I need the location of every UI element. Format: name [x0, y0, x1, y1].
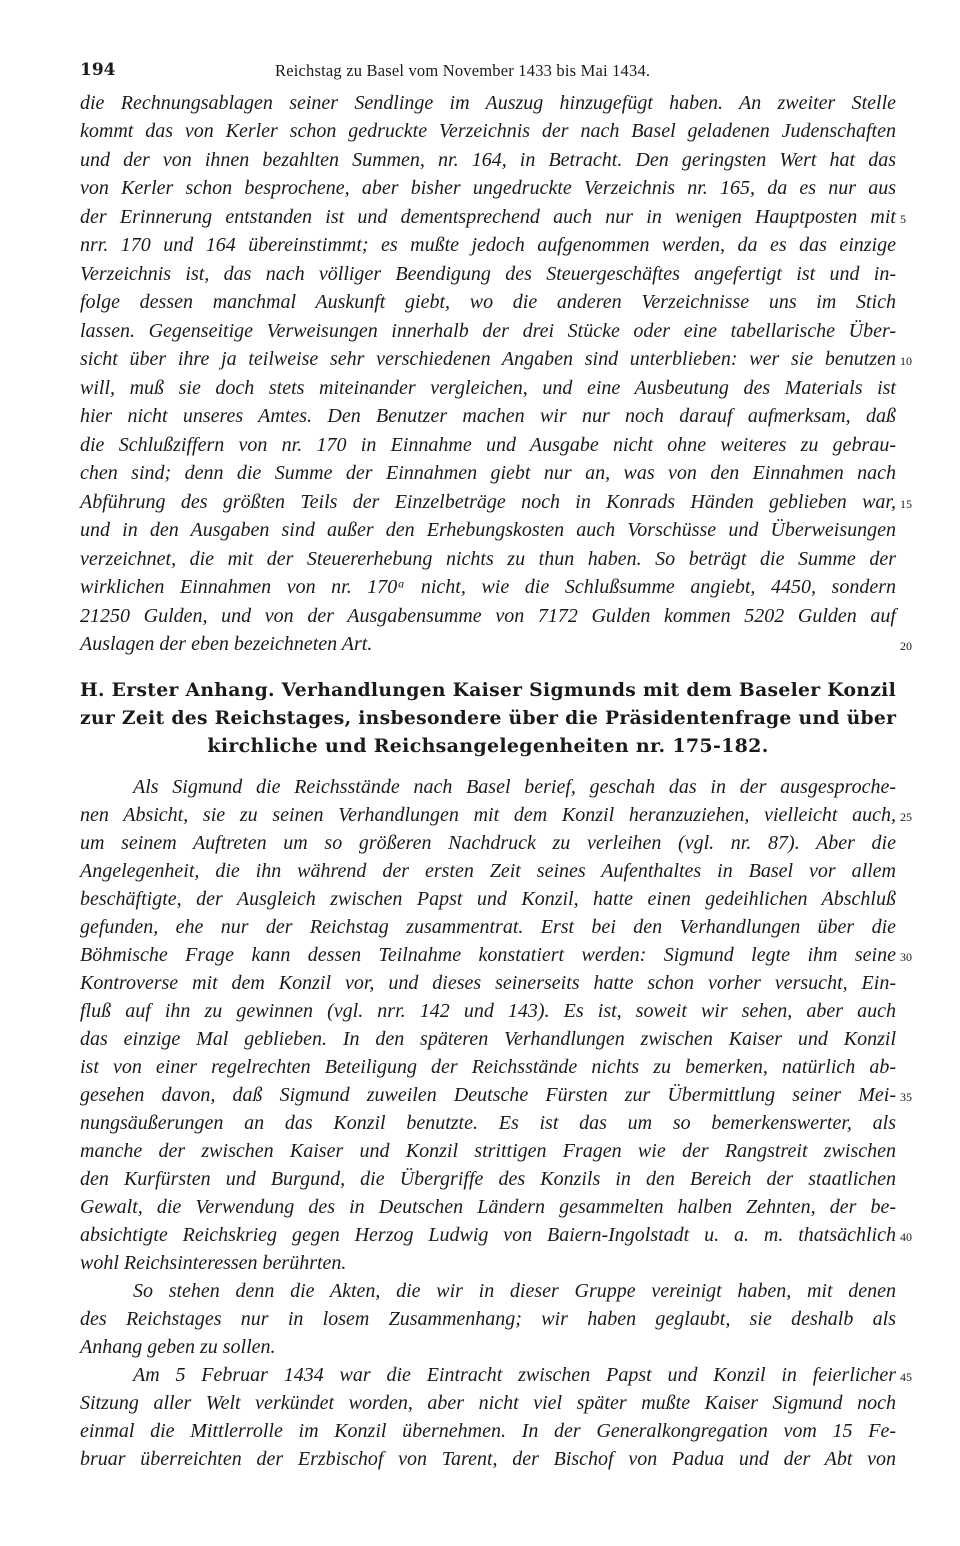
text-line: Böhmische Frage kann dessen Teilnahme konstatiert werden: Sigmund legte ihm seine [80, 944, 896, 966]
line-number: 5 [900, 212, 906, 226]
text-line: lassen. Gegenseitige Verweisungen innerhalb der drei Stücke oder eine tabellarische Über- [80, 320, 896, 342]
text-line: Auslagen der eben bezeichneten Art. [80, 633, 373, 655]
text-line: nrr. 170 und 164 übereinstimmt; es mußte jedoch aufgenommen werden, da es das einzige [80, 234, 896, 256]
text-line: des Reichstages nur in losem Zusammenhang; wir haben geglaubt, sie deshalb als [80, 1308, 896, 1330]
text-line: Gewalt, die Verwendung des in Deutschen Ländern gesammelten halben Zehnten, der be- [80, 1196, 896, 1218]
text-line: und der von ihnen bezahlten Summen, nr. 164, in Betracht. Den geringsten Wert hat das [80, 149, 896, 171]
text-line: von Kerler schon besprochene, aber bisher ungedruckte Verzeichnis nr. 165, da es nur aus [80, 177, 896, 199]
text-line: absichtigte Reichskrieg gegen Herzog Ludwig von Baiern-Ingolstadt u. a. m. thatsächlich [80, 1224, 896, 1246]
line-number: 25 [900, 810, 912, 824]
text-line: gefunden, ehe nur der Reichstag zusammentrat. Erst bei den Verhandlungen über die [80, 916, 896, 938]
text-line: die Rechnungsablagen seiner Sendlinge im Auszug hinzugefügt haben. An zweiter Stelle [80, 92, 896, 114]
text-line: den Kurfürsten und Burgund, die Übergriffe des Konzils in den Bereich der staatlichen [80, 1168, 896, 1190]
text-line: Als Sigmund die Reichsstände nach Basel berief, geschah das in der ausgesproche- [133, 776, 896, 798]
text-line: kommt das von Kerler schon gedruckte Verzeichnis der nach Basel geladenen Judenschaften [80, 120, 896, 142]
text-line: und in den Ausgaben sind außer den Erhebungskosten auch Vorschüsse und Überweisungen [80, 519, 896, 541]
text-line: Sitzung aller Welt verkündet worden, aber nicht viel später mußte Kaiser Sigmund noch [80, 1392, 896, 1414]
text-line: will, muß sie doch stets miteinander vergleichen, und eine Ausbeutung des Materials ist [80, 377, 896, 399]
line-number: 45 [900, 1370, 912, 1384]
text-line: wirklichen Einnahmen von nr. 170ᵃ nicht, wie die Schlußsumme angiebt, 4450, sondern [80, 576, 896, 598]
text-line: einmal die Mittlerrolle im Konzil übernehmen. In der Generalkongregation vom 15 Fe- [80, 1420, 896, 1442]
text-line: So stehen denn die Akten, die wir in dieser Gruppe vereinigt haben, mit denen [133, 1280, 896, 1302]
line-number: 15 [900, 497, 912, 511]
text-line: Angelegenheit, die ihn während der ersten Zeit seines Aufenthaltes in Basel vor allem [80, 860, 896, 882]
text-line: nungsäußerungen an das Konzil benutzte. Es ist das um so bemerkenswerter, als [80, 1112, 896, 1134]
line-number: 30 [900, 950, 912, 964]
text-line: ist von einer regelrechten Beteiligung der Reichsstände nichts zu bemerken, natürlich ab- [80, 1056, 896, 1078]
text-line: der Erinnerung entstanden ist und dementsprechend auch nur in wenigen Hauptposten mit [80, 206, 896, 228]
text-line: Verzeichnis ist, das nach völliger Beendigung des Steuergeschäftes angefertigt ist und in- [80, 263, 896, 285]
running-head: Reichstag zu Basel vom November 1433 bis Mai 1434. [275, 61, 651, 80]
section-heading-line: zur Zeit des Reichstages, insbesondere über die Präsidentenfrage und über [80, 707, 897, 729]
text-line: 21250 Gulden, und von der Ausgabensumme von 7172 Gulden kommen 5202 Gulden auf [80, 605, 896, 627]
text-line: nen Absicht, sie zu seinen Verhandlungen mit dem Konzil heranzuziehen, vielleicht auch, [80, 804, 896, 826]
text-line: Abführung des größten Teils der Einzelbeträge noch in Konrads Händen geblieben war, [80, 491, 896, 513]
line-number: 35 [900, 1090, 912, 1104]
text-line: Anhang geben zu sollen. [80, 1336, 276, 1358]
text-line: manche der zwischen Kaiser und Konzil strittigen Fragen wie der Rangstreit zwischen [80, 1140, 896, 1162]
text-line: das einzige Mal geblieben. In den späteren Verhandlungen zwischen Kaiser und Konzil [80, 1028, 896, 1050]
line-number: 10 [900, 354, 912, 368]
text-line: hier nicht unseres Amtes. Den Benutzer machen wir nur noch darauf aufmerksam, daß [80, 405, 896, 427]
text-line: verzeichnet, die mit der Steuererhebung nichts zu thun haben. So beträgt die Summe der [80, 548, 896, 570]
line-number: 40 [900, 1230, 912, 1244]
text-line: fluß auf ihn zu gewinnen (vgl. nrr. 142 und 143). Es ist, soweit wir sehen, aber auch [80, 1000, 896, 1022]
text-line: bruar überreichten der Erzbischof von Tarent, der Bischof von Padua und der Abt von [80, 1448, 896, 1470]
section-heading-line: kirchliche und Reichsangelegenheiten nr. 175-182. [207, 735, 769, 757]
text-line: folge dessen manchmal Auskunft giebt, wo die anderen Verzeichnisse uns im Stich [80, 291, 896, 313]
text-line: die Schlußziffern von nr. 170 in Einnahme und Ausgabe nicht ohne weiteres zu gebrau- [80, 434, 896, 456]
text-line: Am 5 Februar 1434 war die Eintracht zwischen Papst und Konzil in feierlicher [133, 1364, 896, 1386]
text-line: gesehen davon, daß Sigmund zuweilen Deutsche Fürsten zur Übermittlung seiner Mei- [80, 1084, 896, 1106]
line-number: 20 [900, 639, 912, 653]
text-line: chen sind; denn die Summe der Einnahmen giebt nur an, was von den Einnahmen nach [80, 462, 896, 484]
text-line: Kontroverse mit dem Konzil vor, und dieses seinerseits hatte schon vorher versucht, Ein- [80, 972, 896, 994]
page-number: 194 [80, 60, 116, 80]
text-line: sicht über ihre ja teilweise sehr verschiedenen Angaben sind unterblieben: wer sie benutzen [80, 348, 896, 370]
text-line: um seinem Auftreten um so größeren Nachdruck zu verleihen (vgl. nr. 87). Aber die [80, 832, 896, 854]
text-line: wohl Reichsinteressen berührten. [80, 1252, 347, 1274]
section-heading-line: H. Erster Anhang. Verhandlungen Kaiser Sigmunds mit dem Baseler Konzil [80, 679, 896, 701]
page-header [80, 60, 696, 86]
text-line: beschäftigte, der Ausgleich zwischen Papst und Konzil, hatte einen gedeihlichen Abschluß [80, 888, 896, 910]
